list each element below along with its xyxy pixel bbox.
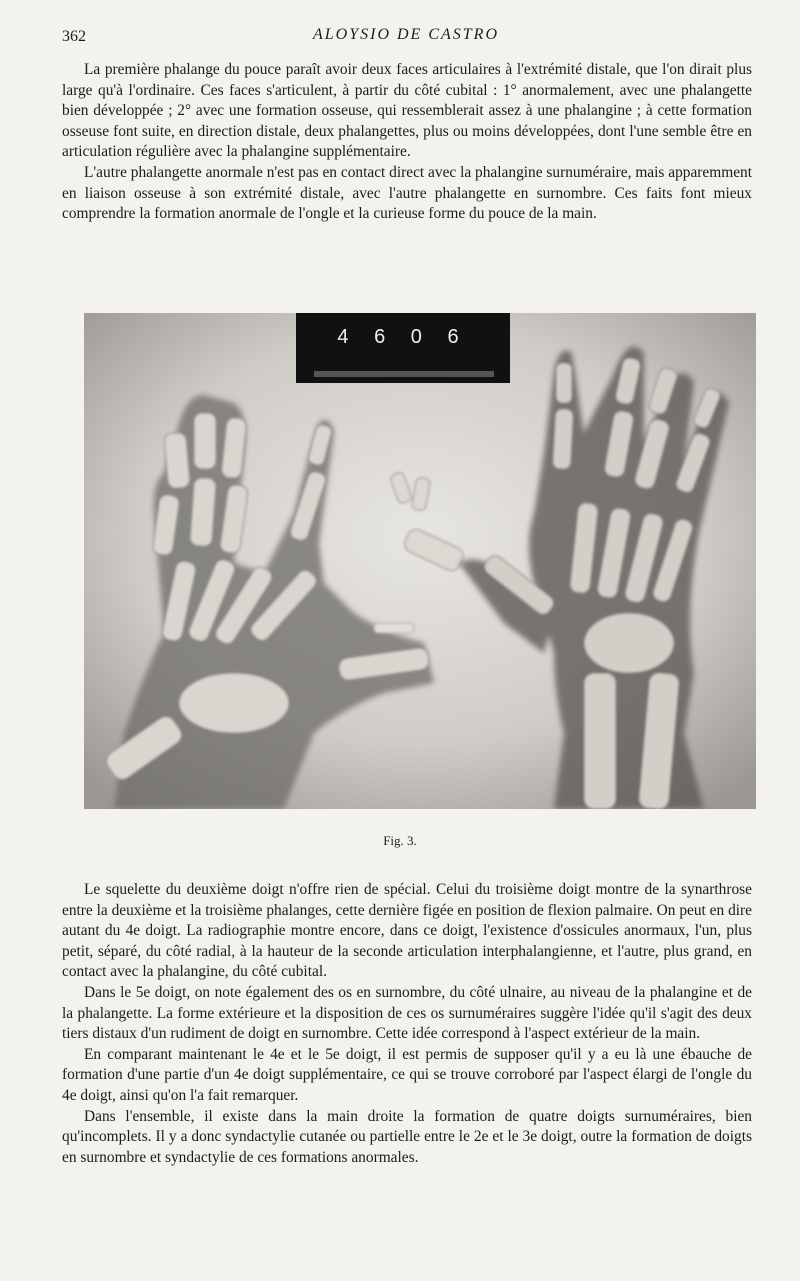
paragraph: L'autre phalangette anormale n'est pas en contact direct avec la phalangine surnuméraire, mais apparemment en liaison osseuse à son extrémité distale, avec l'autre phalangette en surnombre. Ces faits font mieux comprendre la formation anormale de l'ongle et la curieuse forme du pouce de la main.	[62, 163, 752, 223]
plate-number: 4 6 0 6	[337, 326, 469, 348]
paragraph: La première phalange du pouce paraît avoir deux faces articulaires à l'extrémité distale, que l'on dirait plus large qu'à l'ordinaire. Ces faces s'articulent, à partir du côté cubital : 1° anormalement, avec une phalangette bien développée ; 2° avec une formation osseuse, qui ressemblerait assez à une phalangine ; à cette formation osseuse font suite, en direction distale, deux phalangettes, plus ou moins développées, dont l'une semble être en articulation régulière avec la phalangine supplémentaire.	[62, 61, 752, 161]
paragraph: Dans l'ensemble, il existe dans la main droite la formation de quatre doigts surnuméraires, bien qu'incomplets. Il y a donc syndactylie cutanée ou partielle entre le 2e et le 3e doigt, outre la formation de doigts en surnombre et syndactylie de ces formations anormales.	[62, 1107, 752, 1166]
figure-caption: Fig. 3.	[383, 833, 417, 848]
body-text-bottom	[62, 880, 752, 1168]
radiograph-figure	[84, 313, 756, 809]
xray-hands-image	[84, 313, 756, 809]
paragraph: En comparant maintenant le 4e et le 5e doigt, il est permis de supposer qu'il y a eu là une ébauche de formation d'une partie d'un 4e doigt supplémentaire, ce qui se trouve corroboré par l'aspect élargi de l'ongle du 4e doigt, ainsi qu'on l'a fait remarquer.	[62, 1045, 752, 1104]
body-text-top	[62, 60, 752, 225]
paragraph: Le squelette du deuxième doigt n'offre rien de spécial. Celui du troisième doigt montre de la synarthrose entre la deuxième et la troisième phalanges, cette dernière figée en position de flexion palmaire. On peut en dire autant du 4e doigt. La radiographie montre encore, dans ce doigt, l'existence d'ossicules anormaux, l'un, plus petit, séparé, du côté radial, à la hauteur de la seconde articulation interphalangienne, et l'autre, plus grand, en contact avec la phalangine, du côté cubital.	[62, 881, 752, 981]
running-title: ALOYSIO DE CASTRO	[312, 26, 499, 43]
page-number: 362	[62, 28, 86, 45]
page-header	[62, 26, 750, 50]
plate-label	[296, 313, 510, 383]
paragraph: Dans le 5e doigt, on note également des os en surnombre, du côté ulnaire, au niveau de la phalangine et de la phalangette. La forme extérieure et la disposition de ces os surnuméraires suggère l'idée qu'il s'agit des deux tiers distaux d'un rudiment de doigt en surnombre. Cette idée correspond à l'aspect extérieur de la main.	[62, 983, 752, 1043]
